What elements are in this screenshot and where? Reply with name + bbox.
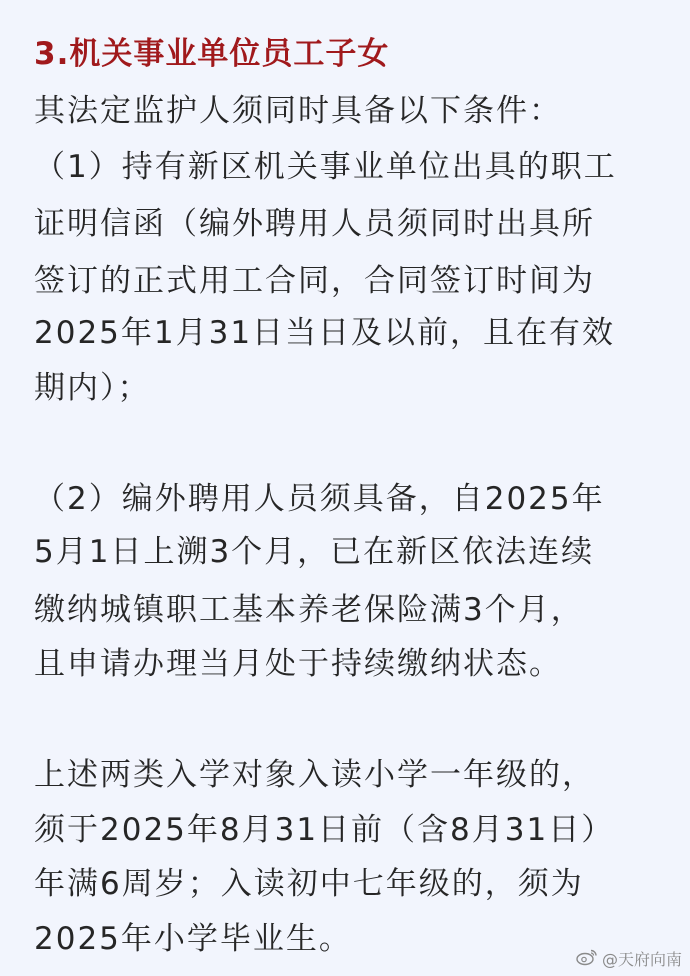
item1-line: （1）持有新区机关事业单位出具的职工 (34, 149, 617, 185)
summary-line: 上述两类入学对象入读小学一年级的， (34, 757, 595, 793)
item1-line: 2025年1月31日当日及以前，且在有效 (34, 315, 616, 351)
weibo-watermark (576, 947, 682, 970)
item1-line: 签订的正式用工合同，合同签订时间为 (34, 263, 595, 299)
item2-line: 且申请办理当月处于持续缴纳状态。 (34, 646, 562, 682)
summary-line: 须于2025年8月31日前（含8月31日） (34, 812, 615, 848)
item2-line: 5月1日上溯3个月，已在新区依法连续 (34, 534, 595, 570)
watermark-text: @天府向南 (601, 950, 682, 969)
intro-text: 其法定监护人须同时具备以下条件： (34, 93, 562, 129)
item1-line: 期内）； (34, 370, 151, 406)
summary-line: 2025年小学毕业生。 (34, 921, 352, 957)
item2-line: 缴纳城镇职工基本养老保险满3个月， (34, 592, 584, 628)
section-heading: 3.机关事业单位员工子女 (34, 36, 390, 72)
item1-line: 证明信函（编外聘用人员须同时出具所 (34, 206, 595, 242)
summary-line: 年满6周岁；入读初中七年级的，须为 (34, 866, 584, 902)
weibo-icon (576, 948, 598, 970)
item2-line: （2）编外聘用人员须具备，自2025年 (34, 481, 605, 517)
